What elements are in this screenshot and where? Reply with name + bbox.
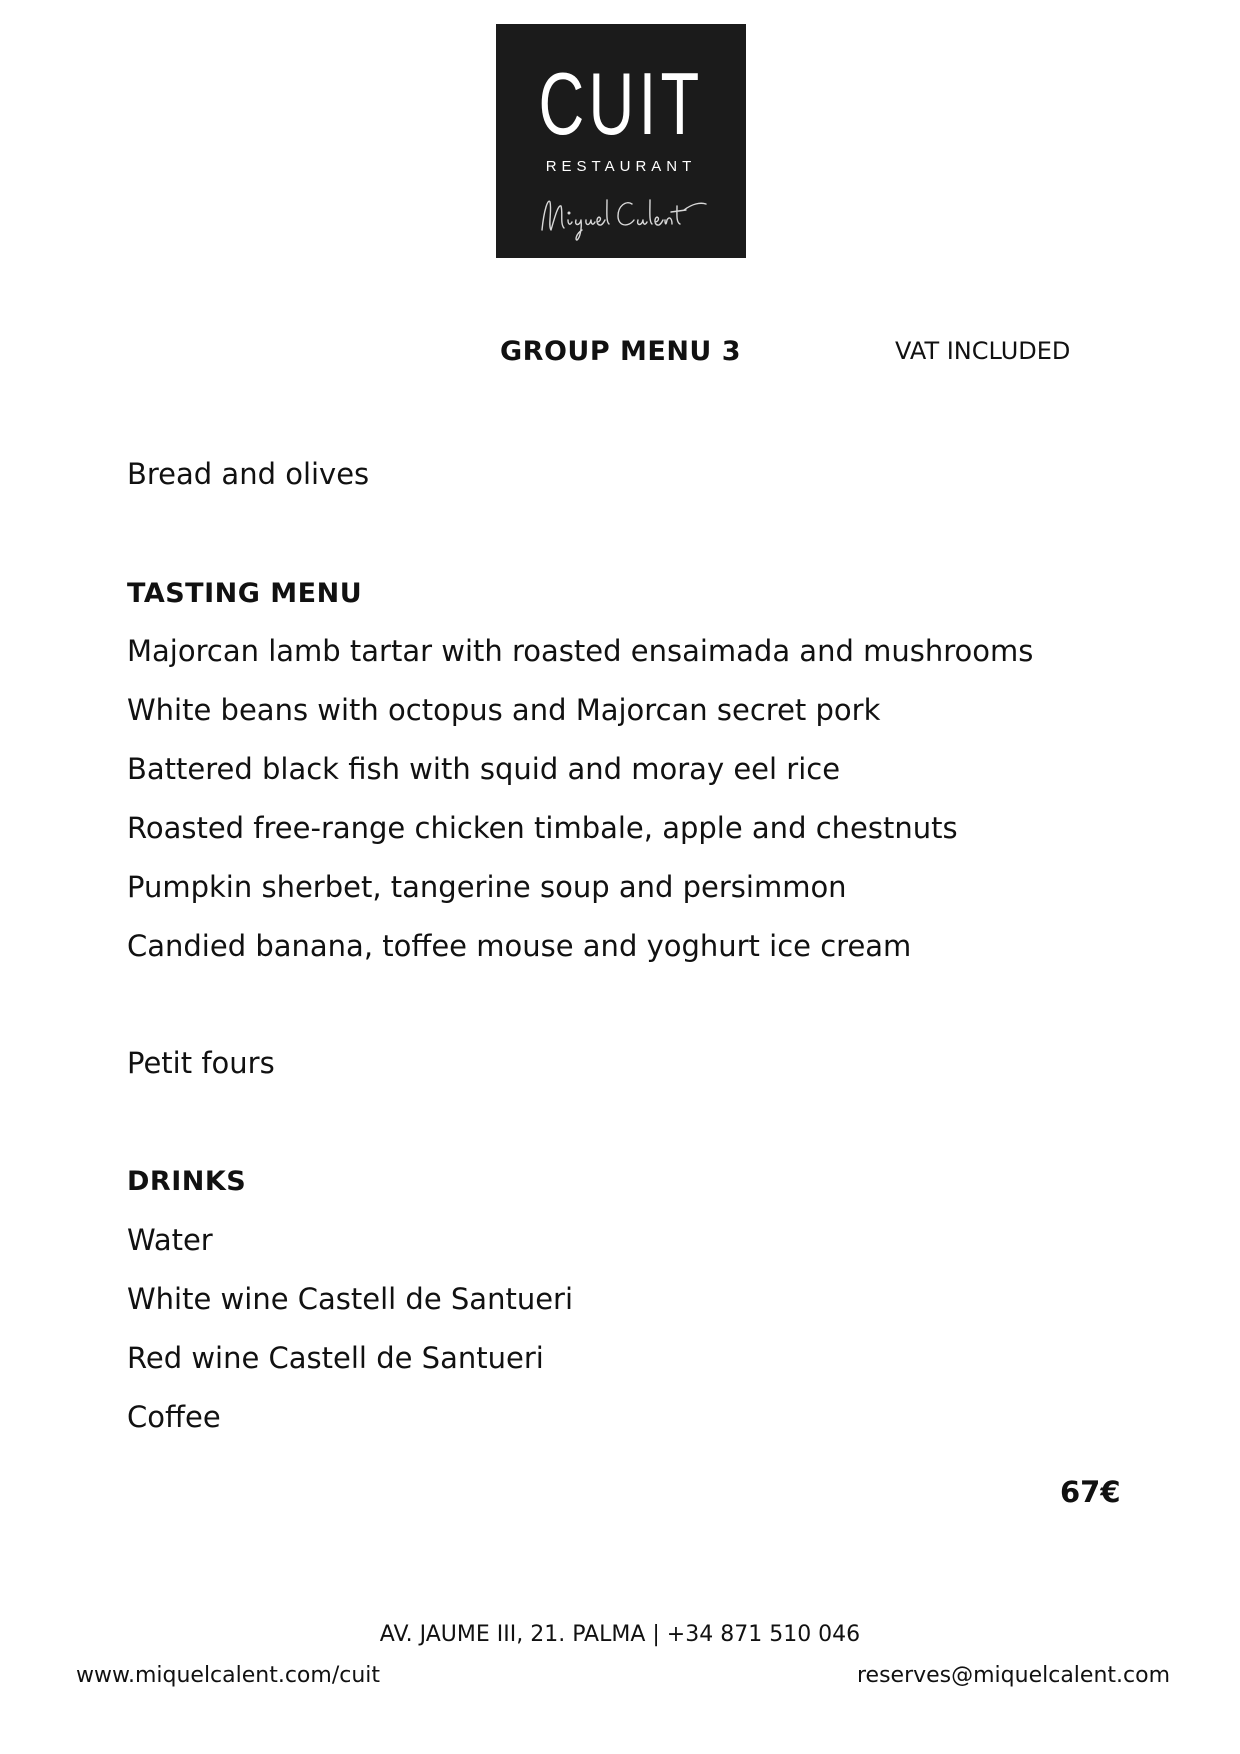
tasting-item: Roasted free-range chicken timbale, apple and chestnuts [127, 811, 958, 845]
restaurant-logo [496, 24, 746, 258]
email-link[interactable]: reserves@miquelcalent.com [856, 1663, 1170, 1688]
footer-address: AV. JAUME III, 21. PALMA | +34 871 510 046 [379, 1622, 861, 1647]
logo-wordmark: CUIT [538, 54, 704, 153]
tasting-menu-heading: TASTING MENU [127, 578, 363, 609]
tasting-item: White beans with octopus and Majorcan secret pork [127, 693, 881, 727]
drinks-heading: DRINKS [127, 1166, 247, 1197]
tasting-item: Pumpkin sherbet, tangerine soup and persimmon [127, 870, 847, 904]
tasting-item: Battered black fish with squid and moray eel rice [127, 752, 841, 786]
tasting-item: Majorcan lamb tartar with roasted ensaimada and mushrooms [127, 634, 1034, 668]
drink-item: Water [127, 1223, 213, 1257]
vat-note: VAT INCLUDED [895, 337, 1071, 365]
logo-subtitle: RESTAURANT [545, 158, 697, 175]
drink-item: White wine Castell de Santueri [127, 1282, 574, 1316]
drink-item: Coffee [127, 1400, 221, 1434]
website-link[interactable]: www.miquelcalent.com/cuit [76, 1663, 381, 1688]
tasting-item: Candied banana, toffee mouse and yoghurt ice cream [127, 929, 912, 963]
drink-item: Red wine Castell de Santueri [127, 1341, 544, 1375]
page-title: GROUP MENU 3 [500, 336, 742, 367]
signature-icon [534, 180, 714, 250]
menu-price: 67€ [1060, 1475, 1121, 1509]
starter-item: Bread and olives [127, 457, 370, 491]
petit-fours-item: Petit fours [127, 1046, 275, 1080]
